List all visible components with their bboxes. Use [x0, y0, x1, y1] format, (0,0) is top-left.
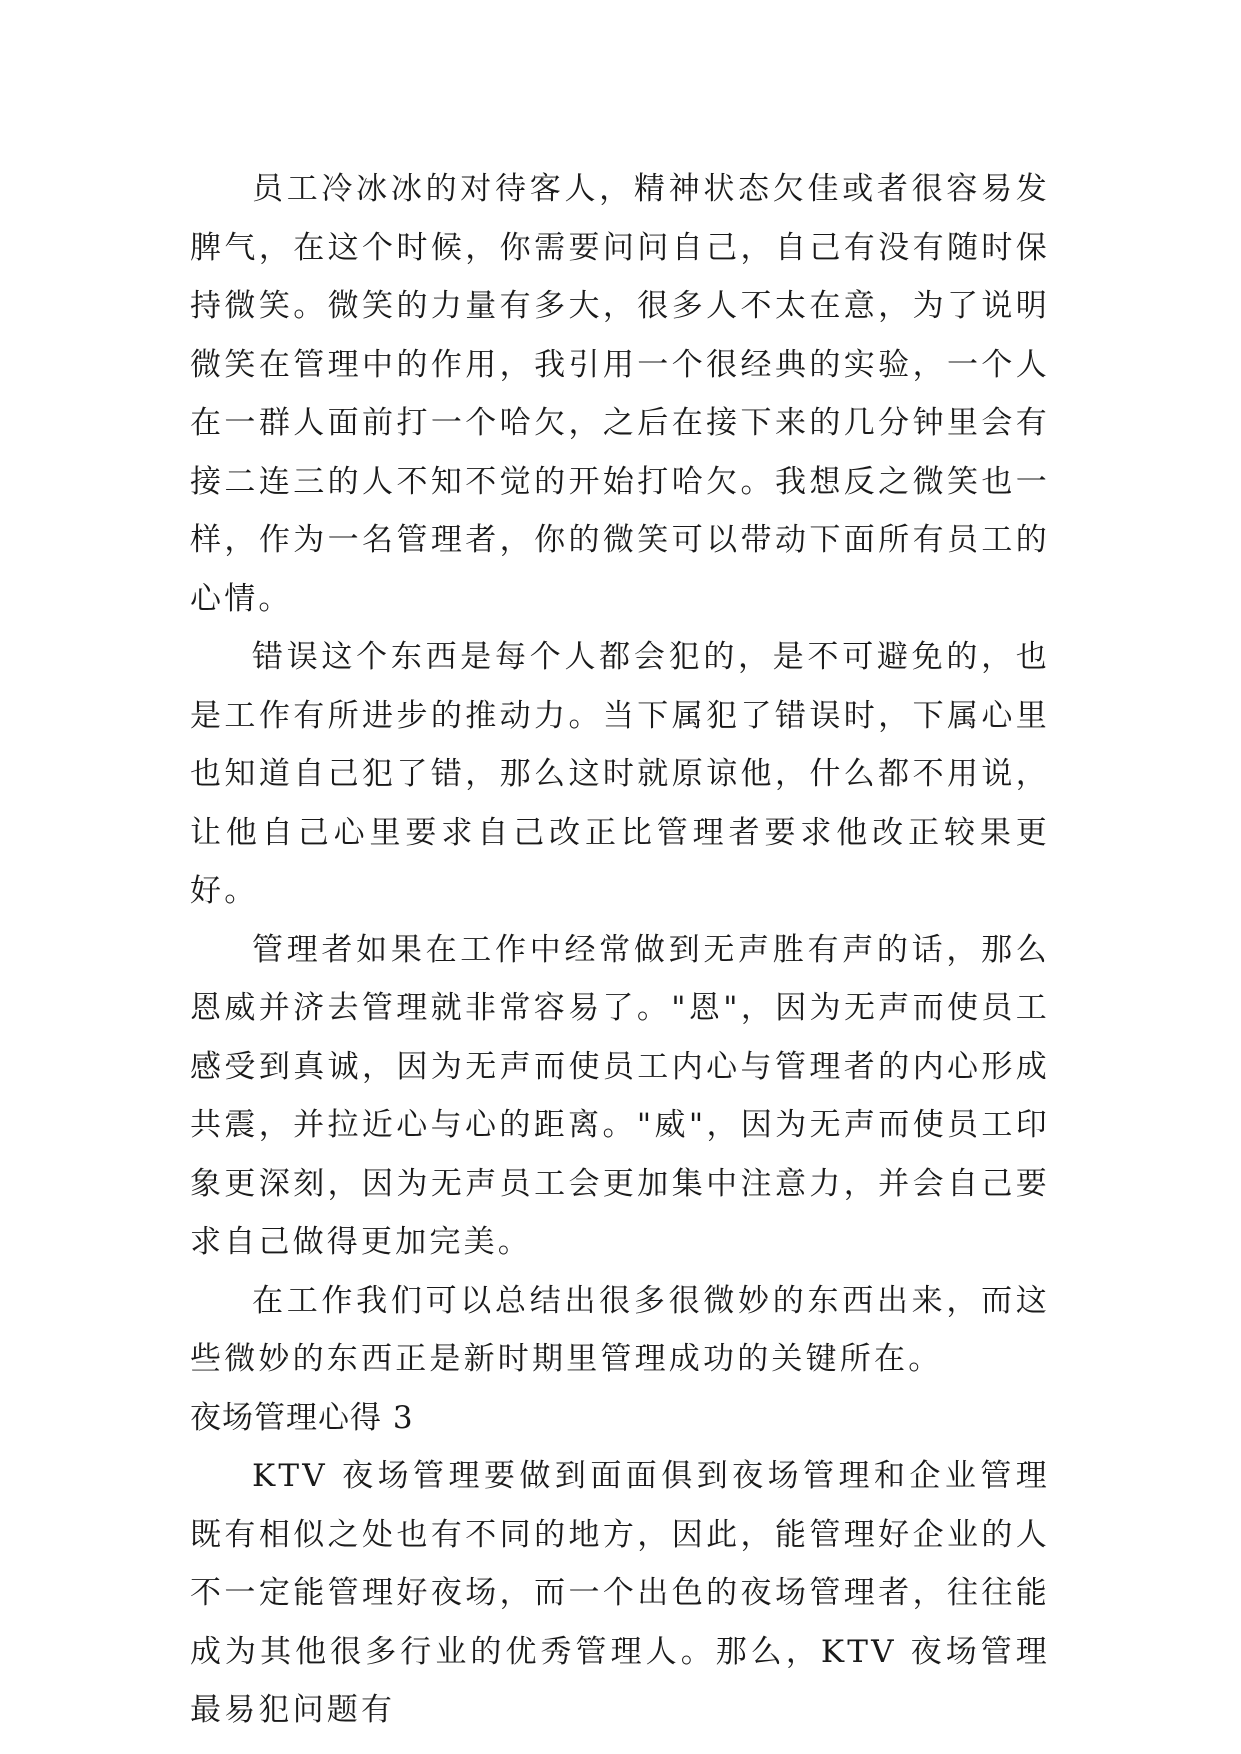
paragraph-mistakes: 错误这个东西是每个人都会犯的，是不可避免的，也是工作有所进步的推动力。当下属犯了错误时，下属心里也知道自己犯了错，那么这时就原谅他，什么都不用说，让他自己心里要求自己改正比管理者要求他改正较果更好。 — [190, 639, 1050, 909]
section-heading: 夜场管理心得 3 — [190, 1399, 414, 1436]
paragraph-summary: 在工作我们可以总结出很多很微妙的东西出来，而这些微妙的东西正是新时期里管理成功的关键所在。 — [190, 1282, 1050, 1377]
document-body — [190, 160, 1050, 1740]
paragraph-smile: 员工冷冰冰的对待客人，精神状态欠佳或者很容易发脾气，在这个时候，你需要问问自己，自己有没有随时保持微笑。微笑的力量有多大，很多人不太在意，为了说明微笑在管理中的作用，我引用一个很经典的实验，一个人在一群人面前打一个哈欠，之后在接下来的几分钟里会有接二连三的人不知不觉的开始打哈欠。我想反之微笑也一样，作为一名管理者，你的微笑可以带动下面所有员工的心情。 — [190, 171, 1050, 617]
paragraph-ktv: KTV 夜场管理要做到面面俱到夜场管理和企业管理既有相似之处也有不同的地方，因此，能管理好企业的人不一定能管理好夜场，而一个出色的夜场管理者，往往能成为其他很多行业的优秀管理人。那么，KTV 夜场管理最易犯问题有 — [190, 1458, 1050, 1728]
paragraph-silence: 管理者如果在工作中经常做到无声胜有声的话，那么恩威并济去管理就非常容易了。"恩"，因为无声而使员工感受到真诚，因为无声而使员工内心与管理者的内心形成共震，并拉近心与心的距离。"威"，因为无声而使员工印象更深刻，因为无声员工会更加集中注意力，并会自己要求自己做得更加完美。 — [190, 931, 1050, 1260]
